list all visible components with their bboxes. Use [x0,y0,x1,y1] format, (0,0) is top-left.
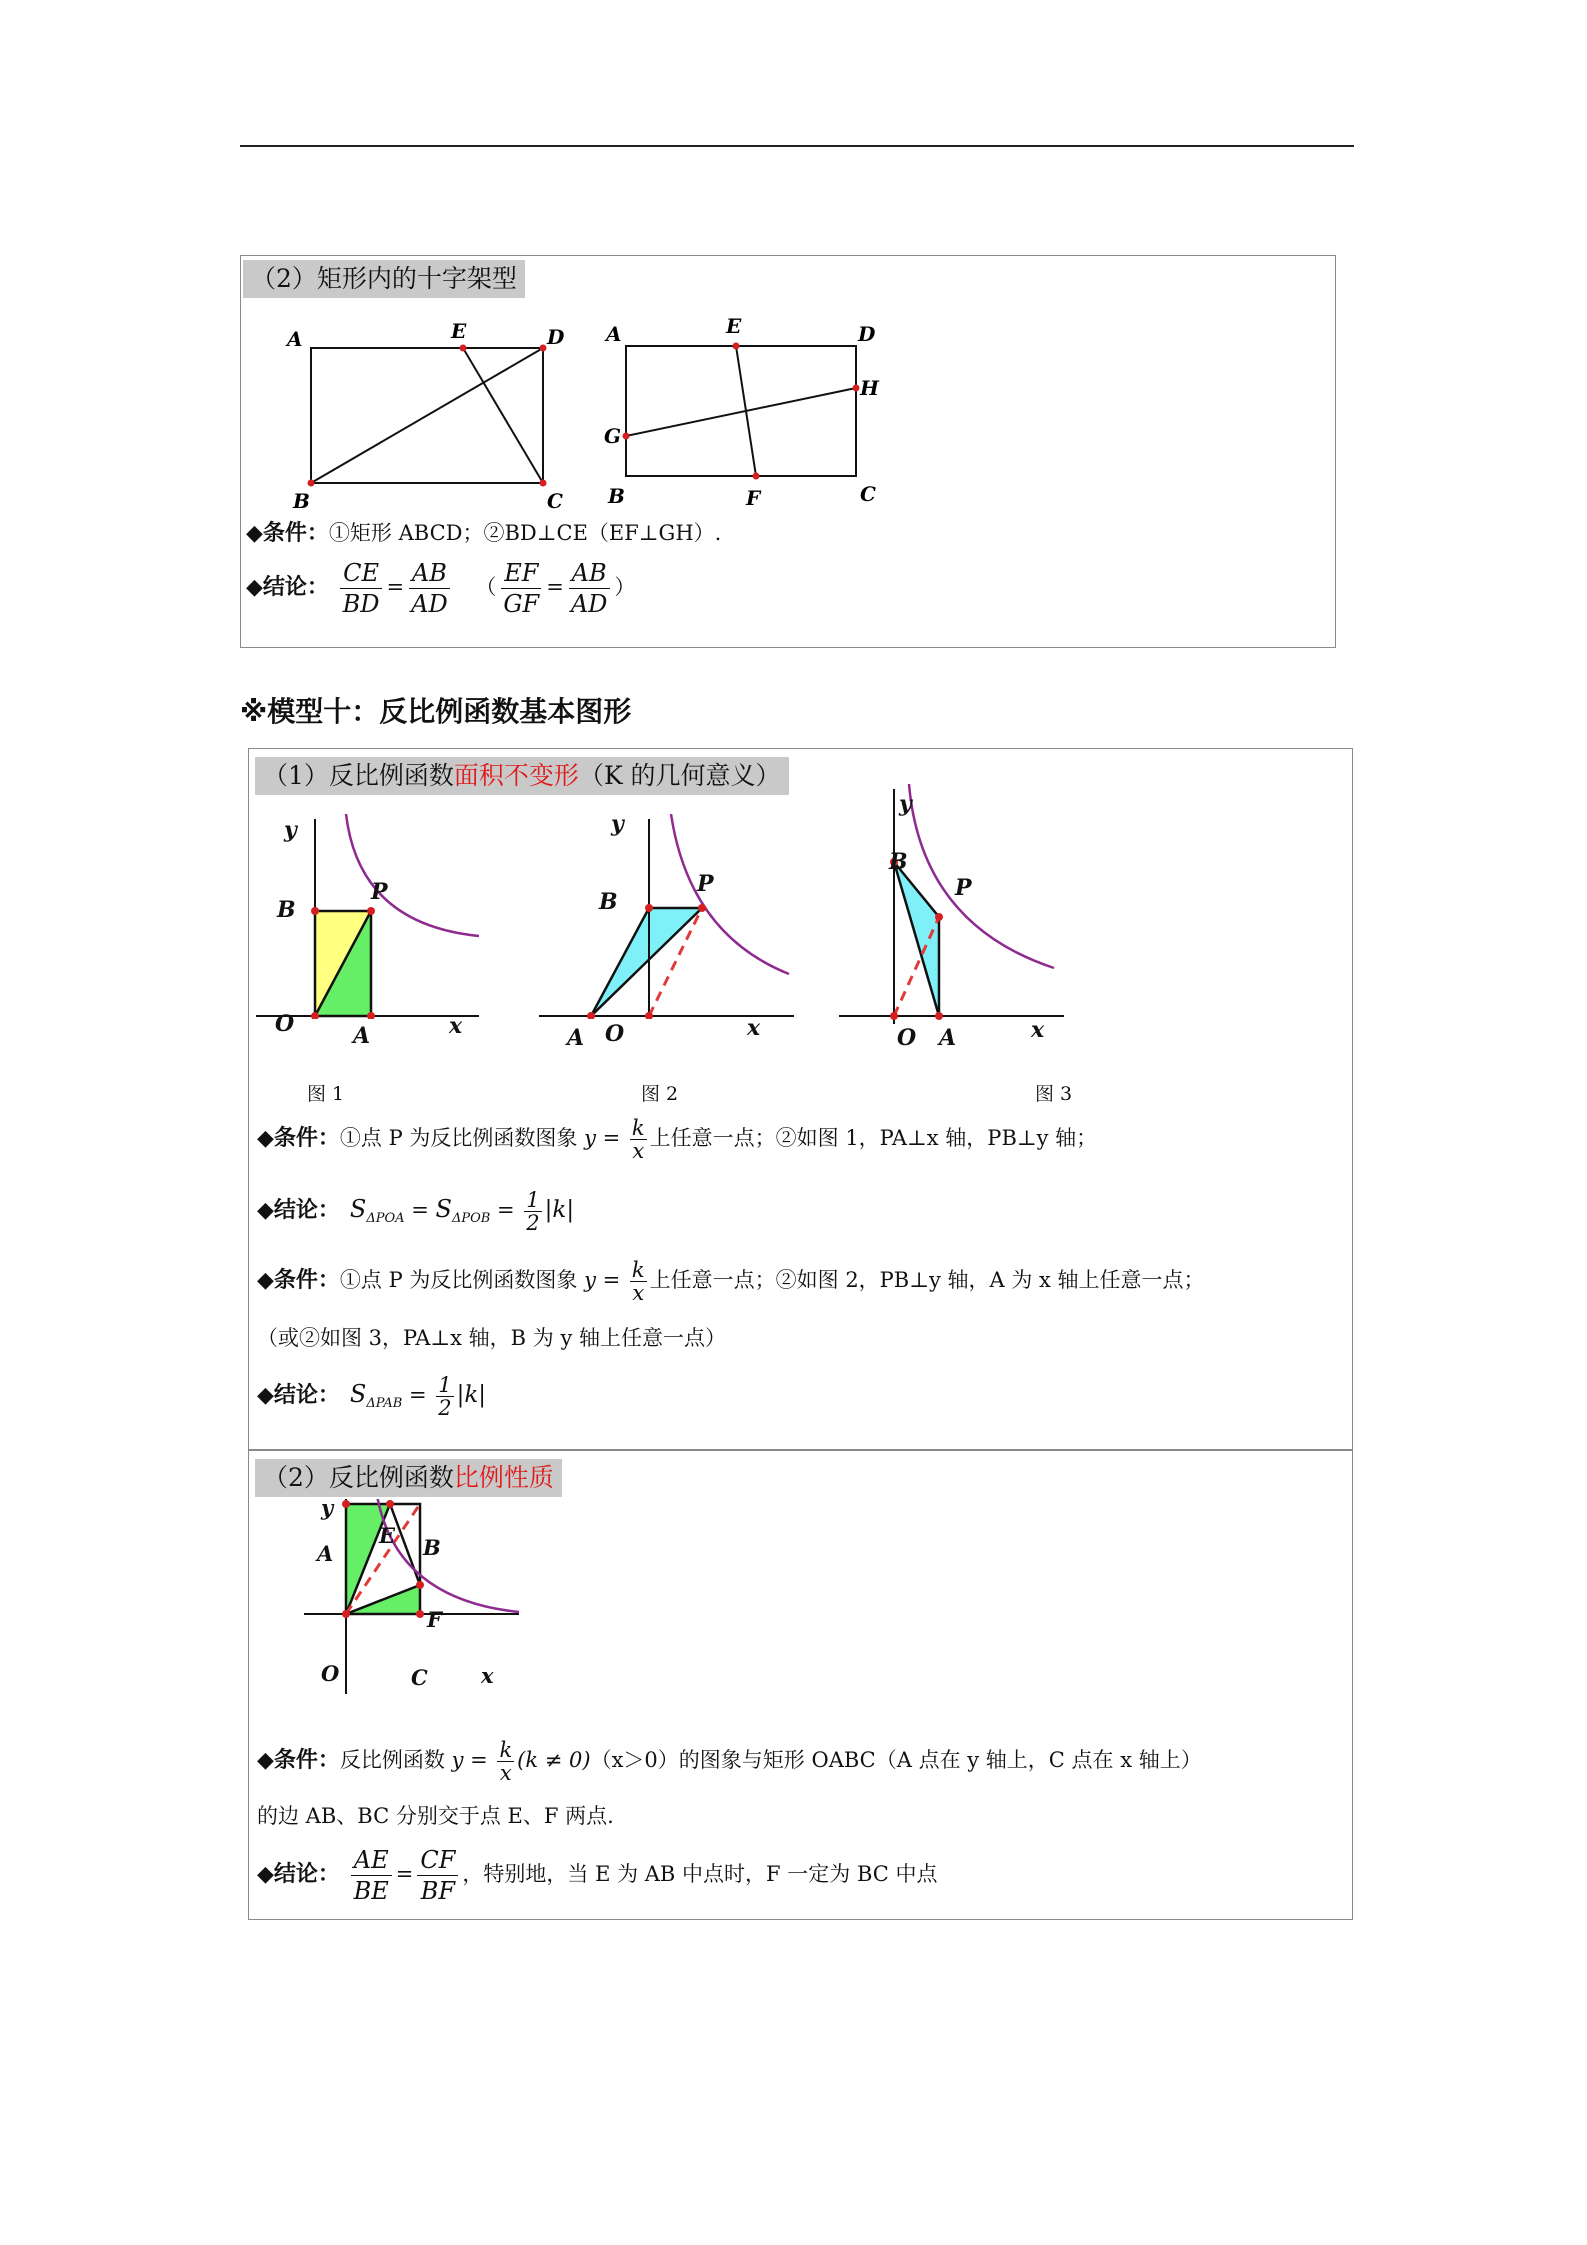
cross-model-box [240,255,1336,648]
label-H: H [860,376,879,400]
fig4-F: F [427,1607,442,1632]
label-E: E [451,319,467,343]
fig2-A: A [567,1025,585,1051]
label-D: D [858,322,876,346]
condition-2: ◆条件：①点 P 为反比例函数图象 y = $\frac{k}{x}$ 上任意一点；②如图 2，PB⊥y 轴，A 为 x 轴上任意一点； [257,1258,1205,1305]
top-rule [240,145,1354,147]
fig4-y: y [321,1495,334,1520]
fraction-cf-bf: $\frac{CF}{BF}$ [417,1845,458,1906]
cross-model-header: （2）矩形内的十字架型 [243,260,525,298]
label-E: E [726,314,742,338]
fig2-P: P [697,871,714,897]
fig1-y: y [284,817,297,843]
fig3-y: y [899,791,912,817]
fig4-C: C [411,1665,428,1690]
fig1-P: P [371,879,388,905]
fig3-B: B [889,849,908,875]
label-D: D [547,325,565,349]
label-F: F [746,486,761,510]
label-G: G [604,424,622,448]
conclusion-1: ◆结论： $S_{\Delta POA} = S_{\Delta POB}$ = $\frac{1}{2}$ |k| [257,1188,575,1235]
label-A: A [606,322,622,346]
cross-figure-b [596,311,916,521]
condition-2-line2: （或②如图 3，PA⊥x 轴，B 为 y 轴上任意一点） [257,1326,726,1350]
fig1-A: A [353,1023,371,1049]
conclusion-3: ◆结论： $\frac{AE}{BE}$ = $\frac{CF}{BF}$ ，特别地，当 E 为 AB 中点时，F 一定为 BC 中点 [257,1846,938,1905]
label-A: A [287,327,303,351]
fig1-B: B [277,897,296,923]
label-C: C [860,482,876,506]
fig4-O: O [321,1661,340,1686]
fig3-A: A [939,1025,957,1051]
fraction-ef-gf: $\frac{EF}{GF}$ [500,558,542,619]
fraction-ab-ad: $\frac{AB}{AD}$ [408,558,451,619]
condition-1: ◆条件：①点 P 为反比例函数图象 y = $\frac{k}{x}$ 上任意一点；②如图 1，PA⊥x 轴，PB⊥y 轴； [257,1116,1098,1163]
fig4-E: E [379,1523,396,1548]
fig2-x: x [747,1015,761,1041]
part1-header: （1）反比例函数面积不变形（K 的几何意义） [255,757,789,795]
fraction-ae-be: $\frac{AE}{BE}$ [351,1845,392,1906]
fig3-O: O [897,1025,917,1051]
figure-3 [839,784,1064,1024]
fig2-O: O [605,1021,625,1047]
fig2-B: B [599,889,618,915]
cross-condition: ◆条件：①矩形 ABCD；②BD⊥CE（EF⊥GH）. [246,521,722,546]
label-C: C [547,489,563,513]
part-divider [249,1449,1352,1451]
label-B: B [608,484,625,508]
fig4-A: A [317,1541,334,1566]
fig2-caption: 图 2 [641,1083,679,1105]
condition-3-line2: 的边 AB、BC 分别交于点 E、F 两点. [257,1804,614,1828]
fig1-caption: 图 1 [307,1083,345,1105]
label-B: B [293,489,310,513]
fig1-x: x [449,1013,463,1039]
fraction-ce-bd: $\frac{CE}{BD}$ [340,558,383,619]
inverse-model-box [248,748,1353,1920]
cross-conclusion: ◆结论： $\frac{CE}{BD}$ = $\frac{AB}{AD}$ （ $\frac{EF}{GF}$ = $\frac{AB}{AD}$ ） [246,559,636,618]
fig3-x: x [1031,1017,1045,1043]
fig3-P: P [955,875,972,901]
fig2-y: y [611,811,624,837]
conclusion-2: ◆结论： $S_{\Delta PAB}$ = $\frac{1}{2}$ |k| [257,1373,487,1420]
fig4-B: B [423,1535,441,1560]
part2-header: （2）反比例函数比例性质 [255,1459,562,1497]
fig4-x: x [481,1663,494,1688]
fig1-O: O [275,1011,295,1037]
figure-2 [539,814,794,1019]
section-title: ※模型十：反比例函数基本图形 [240,695,632,728]
condition-3: ◆条件：反比例函数 y = $\frac{k}{x}$ (k ≠ 0)（x＞0）的图象与矩形 OABC（A 点在 y 轴上，C 点在 x 轴上） [257,1738,1202,1785]
fraction-ab-ad-2: $\frac{AB}{AD}$ [568,558,611,619]
fig3-caption: 图 3 [1035,1083,1073,1105]
